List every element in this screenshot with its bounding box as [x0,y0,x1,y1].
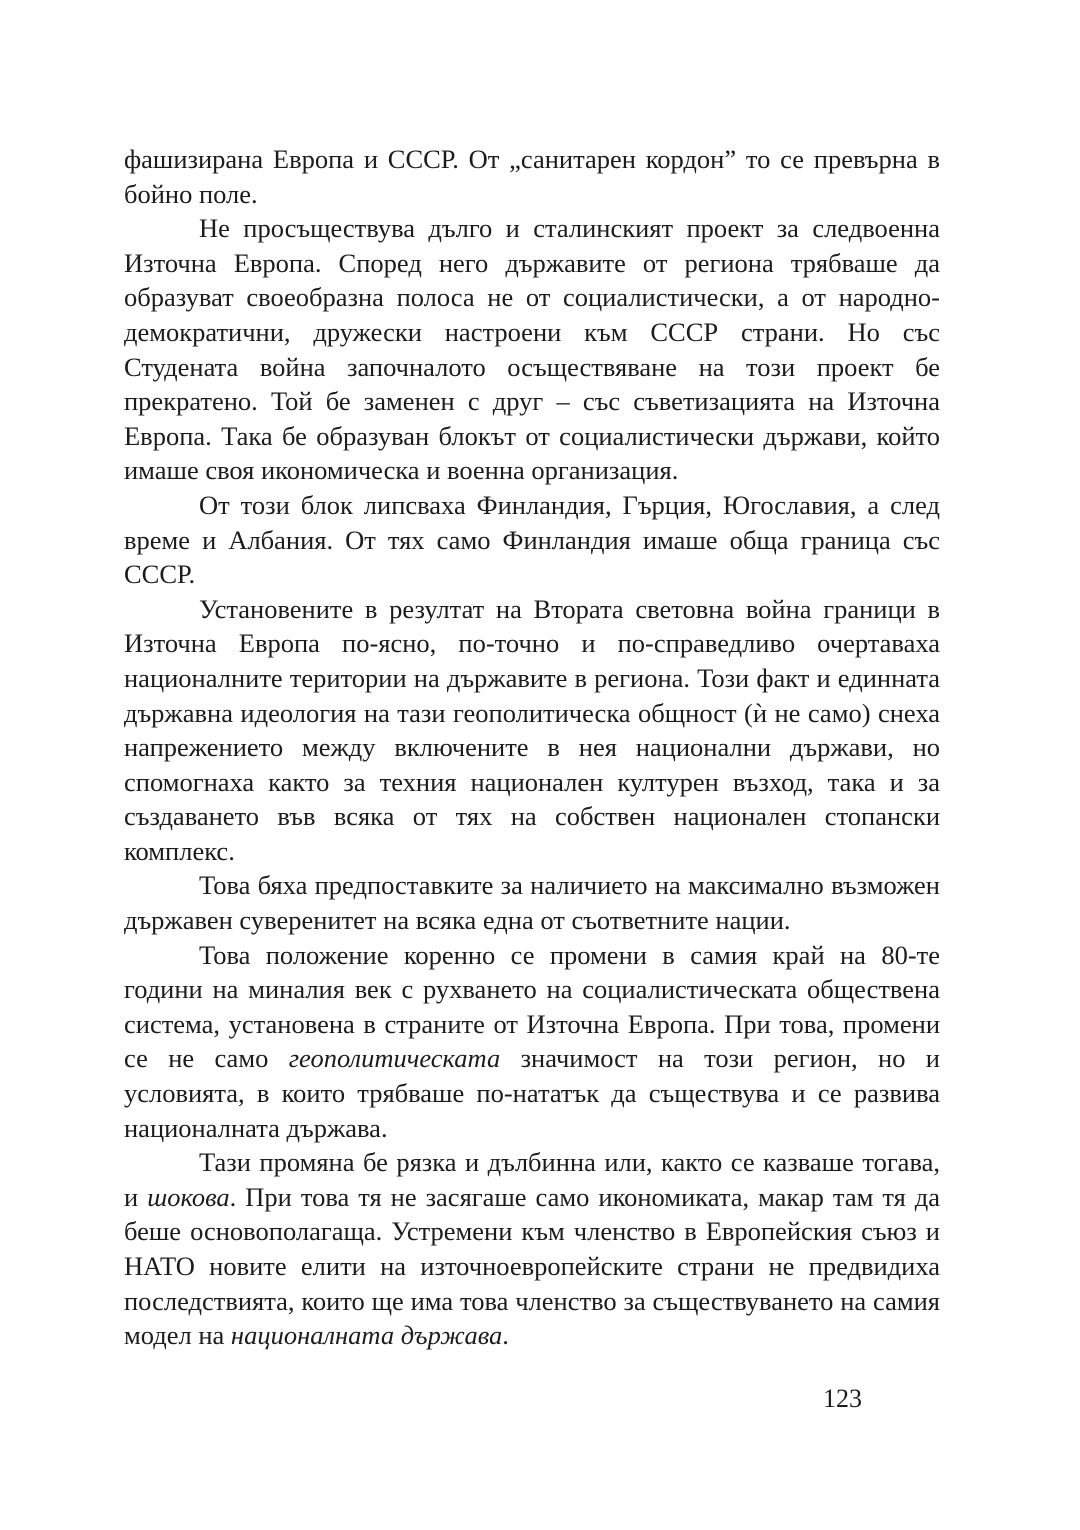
paragraph-3 [124,488,940,592]
italic-term-nation-state: националната държава [230,1320,503,1351]
paragraph-text: Това положение коренно се промени в самия край на 80-те години на миналия век с рухването на социалистическата обществена система, установена в страните от Източна Европа. При това, промени се не само [124,939,940,1074]
paragraph-text: Установените в резултат на Втората световна война граници в Източна Европа по-ясно, по-точно и по-справедливо очертаваха националните територии на държавите в региона. Този факт и единната държавна идеология на тази геополитическа общност (ѝ не само) снеха напрежението между включените в нея национални държави, но спомогнаха както за техния национален културен възход, така и за създаването във всяка от тях на собствен национален стопански комплекс. [124,593,940,866]
paragraph-text: фашизирана Европа и СССР. От „санитарен кордон” то се превърна в бойно поле. [124,144,940,209]
paragraph-text: Това бяха предпоставките за наличието на максимално възможен държавен суверенитет на всяка една от съответните нации. [124,870,940,936]
paragraph-5 [124,868,940,937]
paragraph-1 [124,142,940,211]
paragraph-2 [124,211,940,488]
paragraph-7 [124,1145,940,1353]
paragraph-text: Тази промяна бе рязка и дълбинна или, както се казваше тогава, и [124,1147,940,1212]
paragraph-4 [124,592,940,869]
body-text [124,142,940,1353]
paragraph-text: Не просъществува дълго и сталинският проект за следвоенна Източна Европа. Според него държавите от региона трябваше да образуват своеобразна полоса не от социалистически, а от народно-демократични, дружески настроени към СССР страни. Но със Студената война започналото осъществяване на този проект бе прекратено. Той бе заменен с друг – със съветизацията на Източна Европа. Така бе образуван блокът от социалистически държави, който имаше своя икономическа и военна организация. [124,213,940,486]
paragraph-text: . При това тя не засягаше само икономиката, макар там тя да беше основополагаща. Устремени към членство в Европейския съюз и НАТО новите елити на източноевропейските страни не предвидиха последствията, които ще има това членство за съществуването на самия модел на [124,1181,940,1351]
paragraph-text: значимост на този регион, но и условията, в които трябваше по-нататък да съществува и се развива националната държава. [124,1043,940,1143]
page-number: 123 [823,1384,862,1413]
paragraph-6 [124,938,940,1146]
paragraph-text: От този блок липсваха Финландия, Гърция, Югославия, а след време и Албания. От тях само Финландия имаше обща граница със СССР. [124,489,940,590]
paragraph-text: . [502,1320,509,1351]
italic-term-geopolitical: геополитическата [288,1043,501,1074]
italic-term-shock: шокова [147,1181,230,1212]
